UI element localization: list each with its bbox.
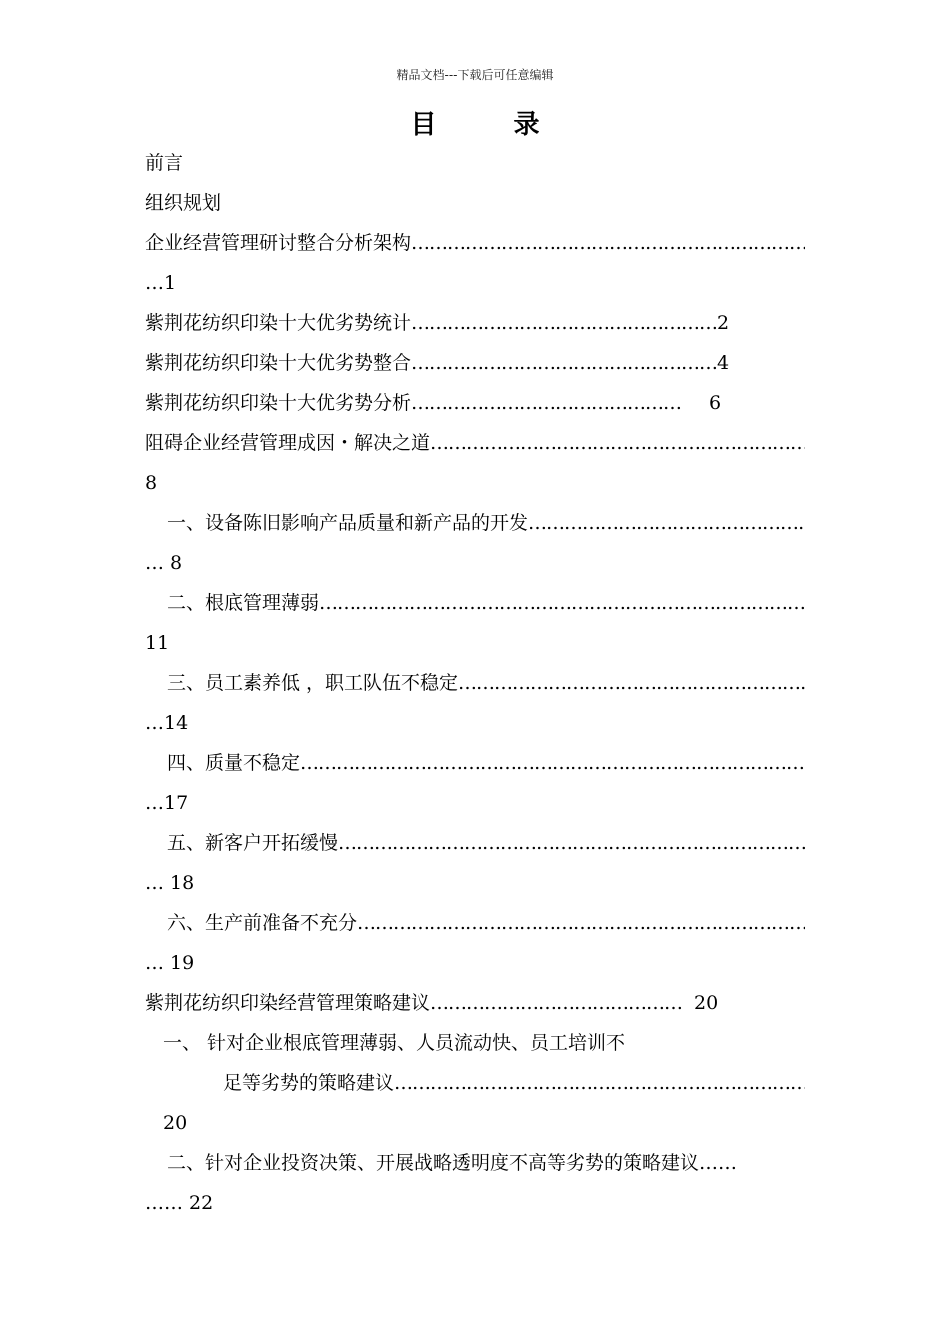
toc-leader-dots xyxy=(411,228,805,258)
toc-entry[interactable] xyxy=(145,188,221,218)
page-title: 目 录 xyxy=(410,110,574,140)
toc-leader-dots xyxy=(319,588,805,618)
toc-entry-text: 一、设备陈旧影响产品质量和新产品的开发 xyxy=(167,512,529,534)
toc-page-number: … 19 xyxy=(145,952,195,974)
toc-entry-wrap[interactable] xyxy=(223,1068,805,1098)
toc-page-number: …… 22 xyxy=(145,1192,214,1214)
toc-continuation xyxy=(163,1108,187,1138)
toc-entry-text: 紫荆花纺织印染十大优劣势整合 xyxy=(145,352,412,374)
toc-continuation xyxy=(145,948,194,978)
toc-entry[interactable] xyxy=(167,1148,737,1178)
toc-entry[interactable] xyxy=(145,148,183,178)
toc-continuation xyxy=(145,708,188,738)
toc-page-number: 8 xyxy=(145,472,158,494)
toc-leader-dots: ……………………………………… xyxy=(411,392,682,414)
toc-entry-text: 五、新客户开拓缓慢 xyxy=(167,832,339,854)
toc-page-number: 2 xyxy=(717,312,730,334)
toc-page-number: 11 xyxy=(145,632,170,654)
toc-continuation xyxy=(145,268,176,298)
toc-entry[interactable] xyxy=(167,908,805,938)
toc-entry-text: 组织规划 xyxy=(145,192,222,214)
toc-continuation xyxy=(145,788,188,818)
toc-leader-dots: …………………………………… xyxy=(430,992,683,1014)
toc-leader-dots xyxy=(430,428,805,458)
toc-entry-text: 六、生产前准备不充分 xyxy=(167,912,358,934)
toc-continuation xyxy=(145,548,182,578)
toc-leader-dots xyxy=(338,828,805,858)
toc-entry[interactable] xyxy=(163,1028,625,1058)
toc-entry-text: 四、质量不稳定 xyxy=(167,752,301,774)
toc-entry-text: 一、 针对企业根底管理薄弱、人员流动快、员工培训不 xyxy=(163,1032,626,1054)
toc-entry[interactable] xyxy=(167,828,805,858)
toc-leader-dots: …………………………………………… xyxy=(411,352,718,374)
toc-entry-text: 三、员工素养低 ，职工队伍不稳定 xyxy=(167,672,459,694)
toc-page-number: … 18 xyxy=(145,872,195,894)
toc-continuation xyxy=(145,1188,213,1218)
toc-entry-text: 前言 xyxy=(145,152,184,174)
toc-entry-text: 二、针对企业投资决策、开展战略透明度不高等劣势的策略建议…… xyxy=(167,1152,738,1174)
toc-entry[interactable] xyxy=(145,228,805,258)
toc-entry-text: 阻碍企业经营管理成因・解决之道 xyxy=(145,432,431,454)
toc-entry-text: 足等劣势的策略建议 xyxy=(223,1072,395,1094)
toc-entry-text: 紫荆花纺织印染经营管理策略建议 xyxy=(145,992,431,1014)
toc-page-number: … 8 xyxy=(145,552,183,574)
toc-page-number: 20 xyxy=(694,992,719,1014)
page-header: 精品文档---下载后可任意编辑 xyxy=(396,68,554,82)
toc-entry[interactable] xyxy=(145,428,805,458)
toc-page-number: 20 xyxy=(163,1112,188,1134)
toc-leader-dots xyxy=(357,908,805,938)
toc-entry[interactable] xyxy=(167,748,805,778)
toc-leader-dots xyxy=(394,1068,805,1098)
toc-entry-text: 紫荆花纺织印染十大优劣势分析 xyxy=(145,392,412,414)
toc-continuation xyxy=(145,868,194,898)
toc-continuation xyxy=(145,628,169,658)
toc-page-number: …1 xyxy=(145,272,177,294)
toc-entry[interactable] xyxy=(145,388,721,418)
toc-page-number: …14 xyxy=(145,712,189,734)
toc-entry[interactable] xyxy=(167,508,805,538)
toc-entry[interactable] xyxy=(167,668,805,698)
toc-entry-text: 企业经营管理研讨整合分析架构 xyxy=(145,232,412,254)
toc-leader-dots: …………………………………………… xyxy=(411,312,718,334)
toc-leader-dots xyxy=(458,668,805,698)
toc-page-number: 6 xyxy=(709,392,722,414)
toc-entry[interactable] xyxy=(167,588,805,618)
toc-leader-dots xyxy=(300,748,805,778)
toc-page-number: …17 xyxy=(145,792,189,814)
toc-entry[interactable] xyxy=(145,308,729,338)
toc-leader-dots xyxy=(528,508,805,538)
toc-entry-text: 二、根底管理薄弱 xyxy=(167,592,320,614)
toc-entry[interactable] xyxy=(145,988,718,1018)
toc-entry-text: 紫荆花纺织印染十大优劣势统计 xyxy=(145,312,412,334)
toc-page-number: 4 xyxy=(717,352,730,374)
toc-entry[interactable] xyxy=(145,348,729,378)
toc-continuation xyxy=(145,468,157,498)
